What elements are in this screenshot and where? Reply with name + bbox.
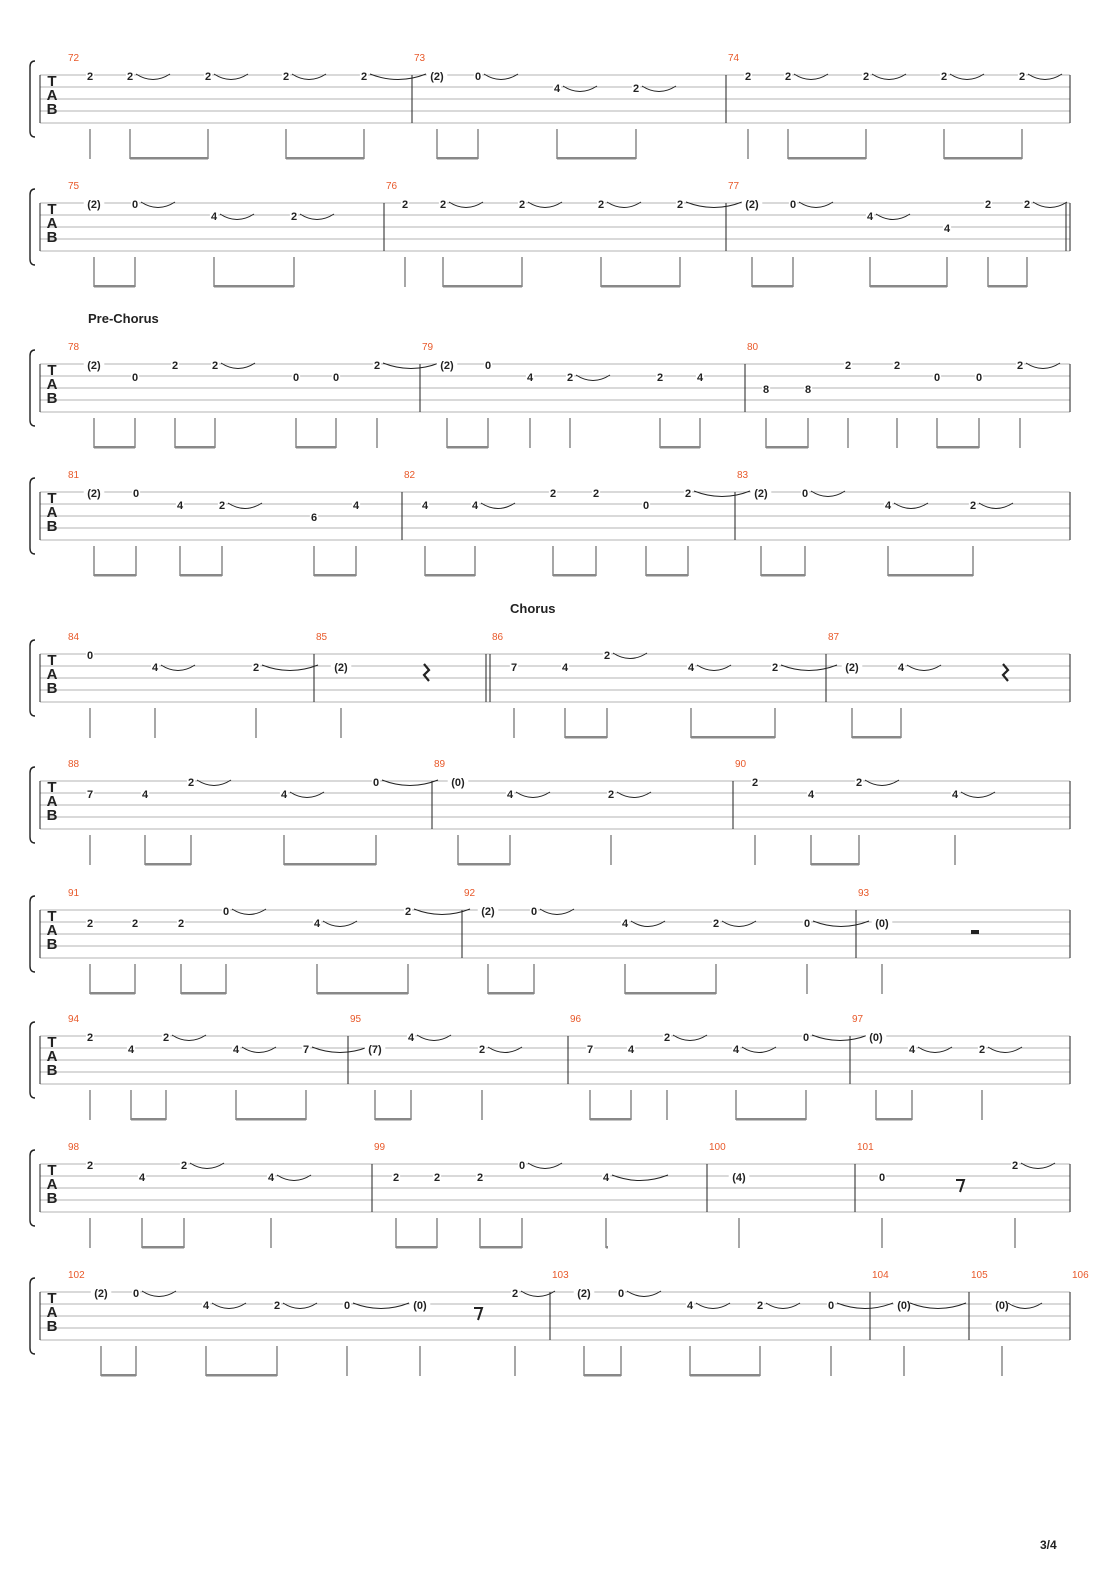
beam [691,736,775,739]
fret-number: 0 [642,500,650,512]
fret-number: (2) [87,488,101,500]
fret-number: 4 [267,1172,275,1184]
beam [214,285,294,288]
beam [94,446,135,449]
fret-number: 4 [943,223,951,235]
tab-clef-letter: A [46,376,58,393]
measure-number: 98 [68,1142,80,1153]
fret-number: 0 [474,71,482,83]
measure-number: 77 [728,181,740,192]
tab-clef-letter: B [46,680,58,697]
fret-number: 2 [476,1172,484,1184]
fret-number: 4 [138,1172,146,1184]
fret-number: 4 [313,918,321,930]
fret-number: 2 [771,662,779,674]
tab-clef-letter: B [46,1318,58,1335]
fret-number: 2 [603,650,611,662]
system-brace [30,640,35,716]
system-brace [30,61,35,137]
fret-number: 2 [439,199,447,211]
fret-number: 4 [696,372,704,384]
fret-number: 2 [177,918,185,930]
beam [396,1246,437,1249]
measure-number: 78 [68,342,80,353]
fret-number: 2 [756,1300,764,1312]
fret-number: 2 [744,71,752,83]
measure-number: 106 [1072,1270,1089,1281]
beam [557,157,636,160]
fret-number: 4 [561,662,569,674]
fret-number: 2 [1018,71,1026,83]
beam [565,736,607,739]
fret-number: 4 [687,662,695,674]
measure-number: 94 [68,1014,80,1025]
fret-number: 0 [803,918,811,930]
tab-clef-letter: T [47,652,57,669]
fret-number: 0 [789,199,797,211]
fret-number: (0) [451,777,465,789]
tab-system [30,181,1070,288]
fret-number: 4 [621,918,629,930]
fret-number: 7 [86,789,94,801]
fret-number: 4 [407,1032,415,1044]
tab-clef-letter: A [46,666,58,683]
tab-clef-letter: B [46,101,58,118]
beam [181,992,226,995]
measure-number: 74 [728,53,740,64]
fret-number: 4 [884,500,892,512]
beam [752,285,793,288]
fret-number: 2 [607,789,615,801]
tab-clef-letter: B [46,1190,58,1207]
fret-number: 2 [656,372,664,384]
beam [375,1118,411,1121]
measure-number: 76 [386,181,398,192]
fret-number: 2 [273,1300,281,1312]
tab-clef-letter: B [46,1062,58,1079]
fret-number: 0 [827,1300,835,1312]
fret-number: 4 [866,211,874,223]
tab-clef-letter: B [46,518,58,535]
beam [690,1374,760,1377]
section-label: Chorus [510,601,556,616]
fret-number: (7) [368,1044,382,1056]
fret-number: 7 [510,662,518,674]
tab-system [30,342,1070,449]
beam [236,1118,306,1121]
tab-clef-letter: T [47,73,57,90]
measure-number: 75 [68,181,80,192]
fret-number: 2 [252,662,260,674]
beam [480,1246,522,1249]
fret-number: 2 [162,1032,170,1044]
measure-number: 80 [747,342,759,353]
fret-number: 2 [187,777,195,789]
fret-number: 2 [592,488,600,500]
tab-clef-letter: B [46,807,58,824]
measure-number: 93 [858,888,870,899]
beam [206,1374,277,1377]
beam [584,1374,621,1377]
fret-number: 4 [280,789,288,801]
fret-number: 2 [290,211,298,223]
beam [284,863,376,866]
fret-number: 8 [804,384,812,396]
fret-number: 2 [373,360,381,372]
measure-number: 103 [552,1270,569,1281]
beam [937,446,979,449]
fret-number: 2 [404,906,412,918]
beam [553,574,596,577]
fret-number: (0) [869,1032,883,1044]
measure-number: 90 [735,759,747,770]
fret-number: 0 [933,372,941,384]
measure-number: 73 [414,53,426,64]
fret-number: 0 [222,906,230,918]
beam [94,285,135,288]
beam [175,446,215,449]
fret-number: 2 [1011,1160,1019,1172]
measure-number: 84 [68,632,80,643]
fret-number: 2 [180,1160,188,1172]
beam [443,285,522,288]
fret-number: (2) [481,906,495,918]
measure-number: 101 [857,1142,874,1153]
beam [458,863,510,866]
fret-number: (2) [440,360,454,372]
fret-number: (2) [430,71,444,83]
fret-number: (0) [413,1300,427,1312]
beam [180,574,222,577]
fret-number: 2 [211,360,219,372]
fret-number: 2 [126,71,134,83]
fret-number: 4 [141,789,149,801]
tab-clef-letter: T [47,201,57,218]
tab-clef-letter: T [47,362,57,379]
fret-number: 4 [421,500,429,512]
tab-system [30,470,1070,577]
fret-number: 2 [171,360,179,372]
tab-clef-letter: B [46,936,58,953]
fret-number: 2 [549,488,557,500]
measure-number: 72 [68,53,80,64]
tab-system [30,1142,1070,1249]
measure-number: 95 [350,1014,362,1025]
tab-clef-letter: A [46,793,58,810]
fret-number: 2 [969,500,977,512]
fret-number: 4 [127,1044,135,1056]
measure-number: 85 [316,632,328,643]
measure-number: 88 [68,759,80,770]
beam [101,1374,136,1377]
fret-number: 4 [627,1044,635,1056]
tab-system [30,53,1070,160]
fret-number: 4 [176,500,184,512]
measure-number: 87 [828,632,840,643]
fret-number: 2 [392,1172,400,1184]
beam [131,1118,166,1121]
tab-system [30,759,1070,866]
eighth-rest [474,1308,482,1320]
fret-number: 7 [586,1044,594,1056]
fret-number: 0 [372,777,380,789]
eighth-rest [956,1180,964,1192]
beam [811,863,859,866]
fret-number: 2 [86,1032,94,1044]
fret-number: 0 [530,906,538,918]
measure-number: 97 [852,1014,864,1025]
beam [736,1118,806,1121]
fret-number: 4 [526,372,534,384]
fret-number: 0 [802,1032,810,1044]
fret-number: 2 [131,918,139,930]
fret-number: 4 [686,1300,694,1312]
fret-number: 0 [132,488,140,500]
fret-number: 2 [676,199,684,211]
tab-clef-letter: A [46,504,58,521]
fret-number: 2 [282,71,290,83]
measure-number: 81 [68,470,80,481]
quarter-rest [424,664,429,681]
fret-number: 2 [632,83,640,95]
fret-number: 4 [202,1300,210,1312]
fret-number: 0 [292,372,300,384]
beam [90,992,135,995]
page-number: 3/4 [1040,1538,1057,1552]
fret-number: 2 [893,360,901,372]
beam [130,157,208,160]
tab-clef-letter: T [47,779,57,796]
fret-number: 2 [204,71,212,83]
fret-number: 0 [86,650,94,662]
beam [601,285,680,288]
tab-clef-letter: T [47,1290,57,1307]
tab-clef-letter: A [46,1304,58,1321]
fret-number: 2 [218,500,226,512]
fret-number: 6 [310,512,318,524]
tab-clef-letter: T [47,1162,57,1179]
fret-number: 4 [807,789,815,801]
fret-number: (0) [875,918,889,930]
tab-clef-letter: A [46,215,58,232]
fret-number: (2) [754,488,768,500]
fret-number: (2) [334,662,348,674]
fret-number: 0 [484,360,492,372]
fret-number: 4 [553,83,561,95]
beam [988,285,1027,288]
fret-number: 2 [401,199,409,211]
fret-number: 2 [984,199,992,211]
fret-number: 0 [332,372,340,384]
fret-number: 4 [471,500,479,512]
fret-number: 0 [131,372,139,384]
measure-number: 96 [570,1014,582,1025]
beam [296,446,336,449]
half-rest [971,930,979,934]
fret-number: 7 [302,1044,310,1056]
fret-number: 4 [151,662,159,674]
measure-number: 79 [422,342,434,353]
beam [852,736,901,739]
beam [766,446,808,449]
measure-number: 99 [374,1142,386,1153]
tab-system [30,888,1070,995]
tab-clef-letter: T [47,1034,57,1051]
fret-number: 2 [784,71,792,83]
measure-number: 82 [404,470,416,481]
fret-number: 2 [86,71,94,83]
system-brace [30,896,35,972]
tab-clef-letter: A [46,1048,58,1065]
fret-number: 4 [210,211,218,223]
measure-number: 89 [434,759,446,770]
fret-number: 2 [360,71,368,83]
fret-number: 2 [751,777,759,789]
tab-clef-letter: T [47,908,57,925]
fret-number: (2) [745,199,759,211]
beam [314,574,356,577]
fret-number: 0 [132,1288,140,1300]
tab-system [30,1270,1089,1377]
beam [286,157,364,160]
fret-number: 4 [732,1044,740,1056]
fret-number: 2 [478,1044,486,1056]
fret-number: 4 [232,1044,240,1056]
quarter-rest [1003,664,1008,681]
fret-number: 2 [1023,199,1031,211]
fret-number: (4) [732,1172,746,1184]
beam [625,992,716,995]
beam [660,446,700,449]
fret-number: 2 [712,918,720,930]
fret-number: (2) [87,199,101,211]
system-brace [30,478,35,554]
measure-number: 102 [68,1270,85,1281]
fret-number: 0 [131,199,139,211]
measure-number: 92 [464,888,476,899]
beam [94,574,136,577]
system-brace [30,350,35,426]
measure-number: 86 [492,632,504,643]
fret-number: 0 [617,1288,625,1300]
fret-number: 2 [597,199,605,211]
beam [646,574,688,577]
fret-number: 0 [975,372,983,384]
beam [488,992,534,995]
tab-clef-letter: A [46,922,58,939]
beam [761,574,805,577]
fret-number: 4 [897,662,905,674]
system-brace [30,767,35,843]
fret-number: (2) [87,360,101,372]
fret-number: (2) [577,1288,591,1300]
fret-number: (2) [94,1288,108,1300]
measure-number: 105 [971,1270,988,1281]
system-brace [30,1022,35,1098]
fret-number: 2 [855,777,863,789]
fret-number: 2 [1016,360,1024,372]
tab-system [30,1014,1070,1121]
tab-clef-letter: B [46,229,58,246]
beam [876,1118,912,1121]
beam [888,574,973,577]
fret-number: 4 [951,789,959,801]
beam [142,1246,184,1249]
measure-number: 83 [737,470,749,481]
beam [145,863,191,866]
fret-number: 2 [940,71,948,83]
tab-system [30,632,1070,739]
beam [788,157,866,160]
fret-number: 2 [86,918,94,930]
tab-clef-letter: A [46,1176,58,1193]
fret-number: 2 [862,71,870,83]
fret-number: (0) [897,1300,911,1312]
fret-number: 2 [684,488,692,500]
tab-clef-letter: A [46,87,58,104]
fret-number: 2 [511,1288,519,1300]
measure-number: 100 [709,1142,726,1153]
beam [870,285,947,288]
system-brace [30,189,35,265]
fret-number: 0 [518,1160,526,1172]
fret-number: 2 [663,1032,671,1044]
beam [590,1118,631,1121]
fret-number: (2) [845,662,859,674]
fret-number: 2 [566,372,574,384]
fret-number: 0 [801,488,809,500]
fret-number: 2 [433,1172,441,1184]
beam [944,157,1022,160]
fret-number: 2 [978,1044,986,1056]
tab-clef-letter: T [47,490,57,507]
beam [447,446,488,449]
beam [317,992,408,995]
tab-clef-letter: B [46,390,58,407]
fret-number: 4 [352,500,360,512]
fret-number: 0 [878,1172,886,1184]
measure-number: 91 [68,888,80,899]
fret-number: 0 [343,1300,351,1312]
fret-number: 4 [506,789,514,801]
fret-number: 4 [602,1172,610,1184]
system-brace [30,1150,35,1226]
fret-number: 2 [844,360,852,372]
beam [437,157,478,160]
fret-number: 8 [762,384,770,396]
section-label: Pre-Chorus [88,311,159,326]
beam [425,574,475,577]
beam [606,1246,608,1249]
fret-number: (0) [995,1300,1009,1312]
fret-number: 4 [908,1044,916,1056]
measure-number: 104 [872,1270,889,1281]
fret-number: 2 [518,199,526,211]
system-brace [30,1278,35,1354]
fret-number: 2 [86,1160,94,1172]
